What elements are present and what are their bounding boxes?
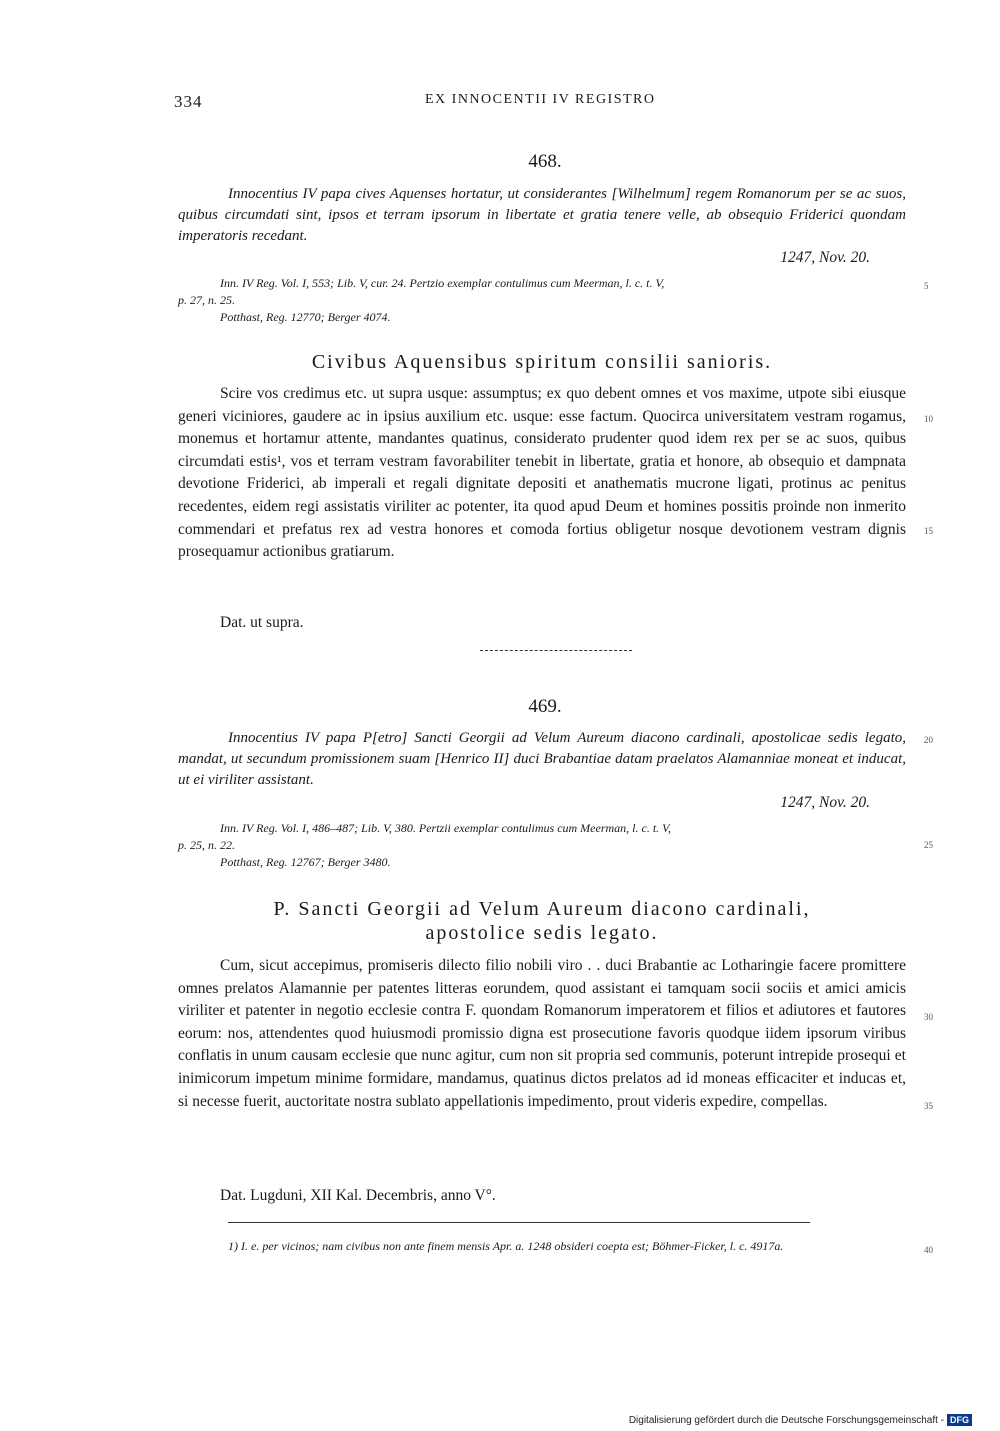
digitization-footer — [629, 1414, 972, 1426]
source-line: p. 25, n. 22. — [178, 838, 235, 852]
footnote-rule — [228, 1222, 810, 1223]
heading-line: apostolice sedis legato. — [425, 922, 659, 944]
entry-date: 1247, Nov. 20. — [780, 249, 870, 266]
body-paragraph: Cum, sicut accepimus, promiseris dilecto filio nobili viro . . duci Brabantie ac Lotharingie facere promittere omnes prelatos Alamannie per patentes litteras eorundem, quod assistant ei tamquam socii sociis et amici amicis viriliter et patenter in negotio ecclesie contra F. quondam Romanorum imperatorem et filios et adiutores et fautores eorum: nos, attendentes quod huiusmodi promissio digna est prosecutione favoris quodque iidem ipsorum viribus conflatis in unum causam ecclesie que nunc agitur, cum non sit propria sed communis, poterunt intrepide prosequi et inimicorum impetum minime formidare, mandamus, quatinus dictos prelatos ad id moneas efficaciter et inducas et, si necesse fuerit, auctoritate nostra sublato appellationis impedimento, prout videris expedire, compellas. — [178, 957, 906, 1110]
entry-summary — [178, 728, 906, 791]
source-line: Potthast, Reg. 12767; Berger 3480. — [220, 855, 391, 869]
source-line: Inn. IV Reg. Vol. I, 486–487; Lib. V, 380. Pertzii exemplar contulimus cum Meerman, l. c. t. V, — [220, 821, 671, 835]
body-paragraph: Scire vos credimus etc. ut supra usque: assumptus; ex quo debent omnes et vos maxime, utpote sibi eiusque generi viciniores, gaudere ac in ipsius auxilium etc. usque: esse factum. Quocirca universitatem vestram rogamus, monemus et hortamur attente, mandantes quatinus, considerato prudenter quod idem rex per se ac suos, quibus circumdati estis¹, vos et terram vestram favorabiliter tenebit in libertate, gratia et honore, ab obsequio et dampnata devotione Friderici, ab imperali et regali dignitate depositi et anathematis mucrone ligati, protinus ac penitus recedentes, eidem regi assistatis viriliter ac potenter, ita quod apud Deum et homines possitis proinde non inmerito commendari et prefatus rex ad vestra honores et comoda fortius obligetur nosque devotionem vestram dignis prosequamur actionibus gratiarum. — [178, 385, 906, 561]
footnote — [178, 1238, 906, 1255]
line-number: 10 — [924, 414, 933, 424]
footer-text: Digitalisierung gefördert durch die Deutsche Forschungsgemeinschaft - — [628, 1414, 944, 1426]
line-number: 35 — [924, 1101, 933, 1111]
line-number: 25 — [924, 840, 933, 850]
letter-heading — [178, 897, 906, 945]
running-title: EX INNOCENTII IV REGISTRO — [425, 92, 656, 107]
dating-clause: Dat. ut supra. — [220, 614, 304, 631]
page-number: 334 — [174, 92, 203, 111]
summary-text: Innocentius IV papa P[etro] Sancti Georgii ad Velum Aureum diacono cardinali, apostolicae sedis legato, mandat, ut secundum promissionem suam [Henrico II] duci Brabantiae datam praelatos Alamanniae moneat et inducat, ut ei viriliter assistant. — [178, 730, 906, 788]
source-line: p. 27, n. 25. — [178, 293, 235, 307]
entry-number: 469. — [528, 696, 562, 717]
heading-line: Civibus Aquensibus spiritum consilii sanioris. — [311, 351, 773, 373]
summary-text: Innocentius IV papa cives Aquenses hortatur, ut considerantes [Wilhelmum] regem Romanorum per se ac suos, quibus circumdati sint, ipsos et terram ipsorum in libertate et gratia tenere velle, ab obsequio Friderici quondam imperatoris recedant. — [178, 186, 906, 244]
line-number: 5 — [924, 281, 929, 291]
letter-body — [178, 383, 906, 564]
section-separator — [480, 650, 632, 651]
line-number: 30 — [924, 1012, 933, 1022]
letter-body — [178, 955, 906, 1113]
entry-summary — [178, 184, 906, 247]
line-number: 15 — [924, 526, 933, 536]
entry-sources — [178, 275, 906, 326]
entry-sources — [178, 820, 906, 871]
footnote-text: 1) I. e. per vicinos; nam civibus non ante finem mensis Apr. a. 1248 obsideri coepta est; Böhmer-Ficker, l. c. 4917a. — [228, 1239, 784, 1253]
line-number: 20 — [924, 735, 933, 745]
source-line: Inn. IV Reg. Vol. I, 553; Lib. V, cur. 24. Pertzio exemplar contulimus cum Meerman, l. c. t. V, — [220, 276, 665, 290]
source-line: Potthast, Reg. 12770; Berger 4074. — [220, 310, 391, 324]
letter-heading — [178, 350, 906, 374]
dating-clause: Dat. Lugduni, XII Kal. Decembris, anno V°. — [220, 1187, 496, 1204]
entry-number: 468. — [528, 151, 562, 172]
dfg-logo: DFG — [947, 1414, 972, 1426]
entry-date: 1247, Nov. 20. — [780, 794, 870, 811]
heading-line: P. Sancti Georgii ad Velum Aureum diacono cardinali, — [273, 898, 811, 920]
line-number: 40 — [924, 1245, 933, 1255]
